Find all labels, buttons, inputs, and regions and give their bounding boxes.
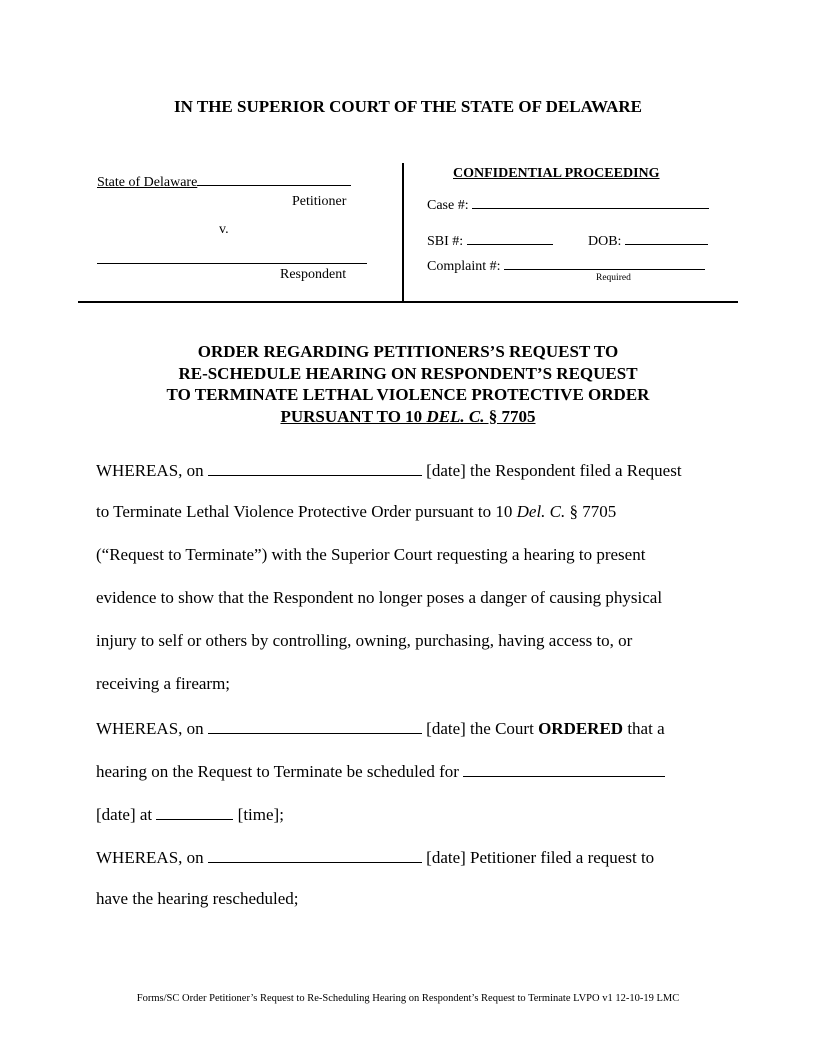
date-blank: [208, 846, 422, 863]
body-line: receiving a firearm;: [96, 674, 231, 693]
respondent-blank: [97, 263, 367, 264]
petitioner-field: [97, 171, 351, 191]
body-text: [time];: [237, 805, 284, 824]
case-number-label: Case #:: [427, 198, 469, 213]
dob-blank: [625, 230, 708, 245]
case-number-field: [427, 194, 709, 214]
body-line: [96, 502, 616, 522]
sbi-label: SBI #:: [427, 234, 464, 249]
body-line: [96, 760, 665, 782]
required-note: Required: [596, 273, 631, 283]
complaint-field: [427, 255, 705, 275]
caption-rule: [78, 301, 738, 303]
date-blank: [208, 459, 422, 476]
order-title-line4: [0, 406, 816, 428]
order-title-line4-ital: DEL. C.: [426, 406, 485, 426]
time-blank: [156, 803, 233, 820]
complaint-label: Complaint #:: [427, 259, 501, 274]
confidential-heading: CONFIDENTIAL PROCEEDING: [453, 166, 660, 181]
body-line: [96, 803, 284, 825]
respondent-label: Respondent: [280, 267, 347, 282]
body-line: [96, 846, 654, 868]
body-text: that a: [623, 719, 665, 738]
body-line: [96, 459, 682, 481]
form-footer: Forms/SC Order Petitioner’s Request to Re-Scheduling Hearing on Respondent’s Request to Terminate LVPO v1 12-10-19 LMC: [136, 993, 680, 1004]
body-text: [date] the Court: [426, 719, 539, 738]
court-title: IN THE SUPERIOR COURT OF THE STATE OF DELAWARE: [174, 97, 642, 116]
complaint-blank: [504, 255, 705, 270]
caption-divider: [402, 163, 404, 302]
versus-label: v.: [219, 222, 229, 237]
whereas-label: WHEREAS, on: [96, 719, 204, 738]
ordered-text: ORDERED: [538, 719, 624, 738]
order-title-line4-pre: PURSUANT TO 10: [280, 406, 427, 426]
sbi-blank: [467, 230, 553, 245]
body-text: [date] the Respondent filed a Request: [426, 461, 682, 480]
body-line: have the hearing rescheduled;: [96, 889, 299, 908]
whereas-label: WHEREAS, on: [96, 461, 204, 480]
sbi-field: [427, 230, 553, 250]
body-text: hearing on the Request to Terminate be scheduled for: [96, 762, 459, 781]
dob-field: [588, 230, 708, 250]
petitioner-blank: [197, 171, 351, 186]
body-line: evidence to show that the Respondent no longer poses a danger of causing physical: [96, 588, 663, 607]
case-number-blank: [472, 194, 709, 209]
order-title: [0, 341, 816, 427]
order-title-line1: ORDER REGARDING PETITIONERS’S REQUEST TO: [197, 342, 619, 361]
petitioner-label: Petitioner: [292, 194, 347, 209]
order-title-line2: RE-SCHEDULE HEARING ON RESPONDENT’S REQUEST: [178, 363, 638, 383]
whereas-label: WHEREAS, on: [96, 848, 204, 867]
order-title-line4-post: § 7705: [484, 406, 536, 426]
body-text: to Terminate Lethal Violence Protective Order pursuant to 10: [96, 502, 517, 521]
body-text-italic: Del. C.: [516, 502, 566, 521]
body-text: § 7705: [565, 502, 617, 521]
body-line: (“Request to Terminate”) with the Superior Court requesting a hearing to present: [96, 545, 646, 564]
body-text: [date] Petitioner filed a request to: [426, 848, 655, 867]
order-title-line3: TO TERMINATE LETHAL VIOLENCE PROTECTIVE ORDER: [166, 385, 650, 404]
body-line: injury to self or others by controlling, owning, purchasing, having access to, or: [96, 631, 633, 650]
date-blank: [208, 717, 422, 734]
body-text: [date] at: [96, 805, 153, 824]
dob-label: DOB:: [588, 234, 622, 249]
petitioner-name: State of Delaware: [97, 175, 198, 190]
body-line: [96, 717, 665, 739]
hearing-date-blank: [463, 760, 665, 777]
